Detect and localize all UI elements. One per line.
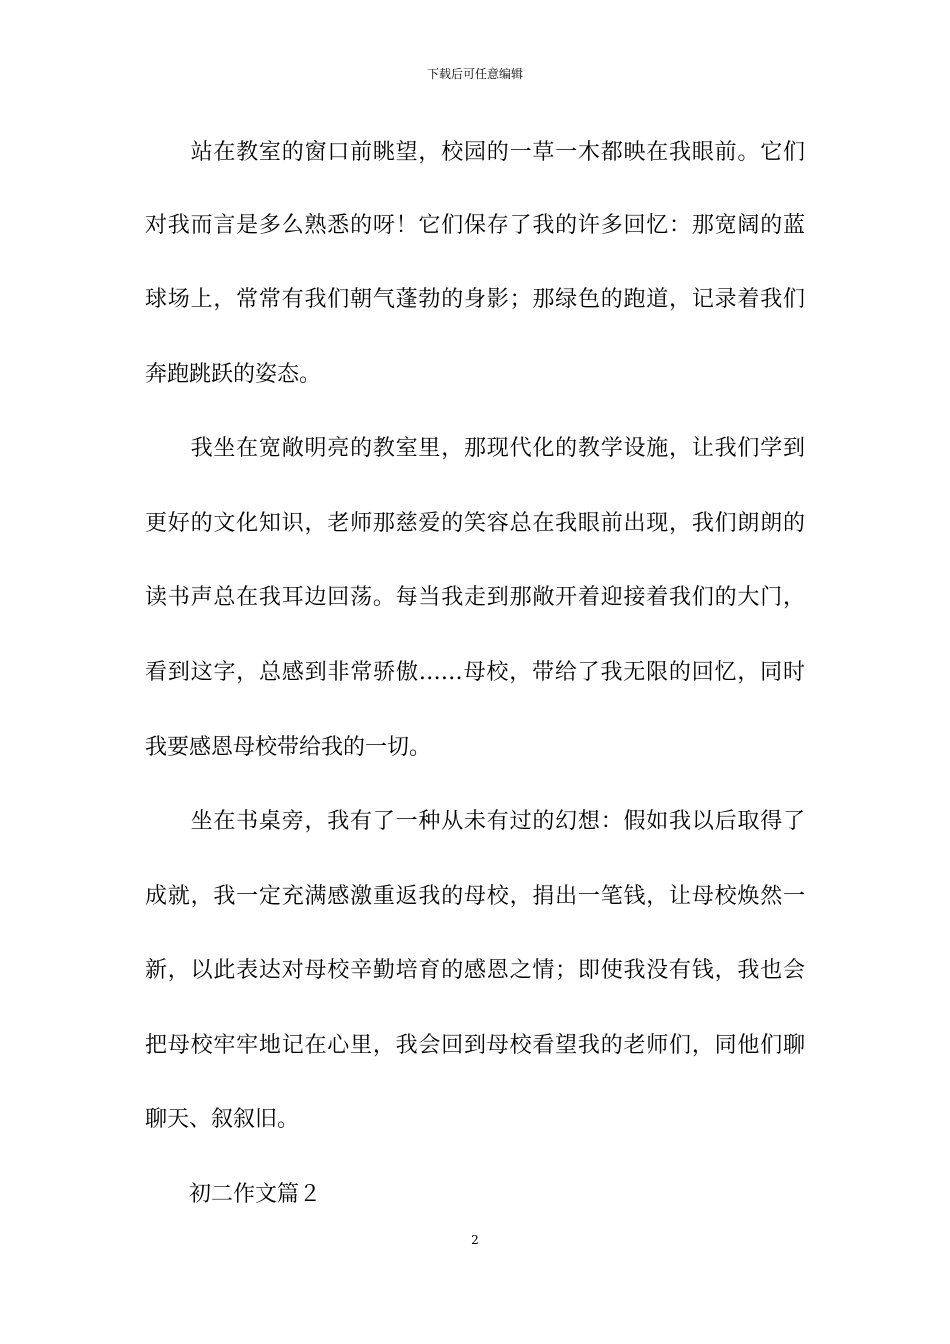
text-line: 坐在书桌旁，我有了一种从未有过的幻想：假如我以后取得了: [145, 809, 805, 834]
page-number: 2: [471, 1233, 479, 1247]
text-line: 把母校牢牢地记在心里，我会回到母校看望我的老师们，同他们聊: [145, 1033, 805, 1058]
section-title: 初二作文篇２: [145, 1182, 322, 1207]
text-line: 新，以此表达对母校辛勤培育的感恩之情；即使我没有钱，我也会: [145, 958, 805, 983]
text-line: 我要感恩母校带给我的一切。: [145, 735, 432, 760]
text-line: 球场上，常常有我们朝气蓬勃的身影；那绿色的跑道，记录着我们: [145, 287, 805, 312]
text-line: 站在教室的窗口前眺望，校园的一草一木都映在我眼前。它们: [145, 140, 805, 165]
text-line: 看到这字，总感到非常骄傲……母校，带给了我无限的回忆，同时: [145, 660, 805, 685]
text-line: 更好的文化知识，老师那慈爱的笑容总在我眼前出现，我们朗朗的: [145, 511, 805, 536]
text-line: 成就，我一定充满感激重返我的母校，捐出一笔钱，让母校焕然一: [145, 884, 805, 909]
text-line: 聊天、叙叙旧。: [145, 1107, 300, 1132]
text-line: 读书声总在我耳边回荡。每当我走到那敞开着迎接着我们的大门，: [145, 585, 805, 610]
text-line: 我坐在宽敞明亮的教室里，那现代化的教学设施，让我们学到: [145, 436, 805, 461]
text-line: 奔跑跳跃的姿态。: [145, 362, 322, 387]
text-line: 对我而言是多么熟悉的呀！它们保存了我的许多回忆：那宽阔的蓝: [145, 213, 805, 238]
page-header: 下载后可任意编辑: [426, 67, 523, 81]
